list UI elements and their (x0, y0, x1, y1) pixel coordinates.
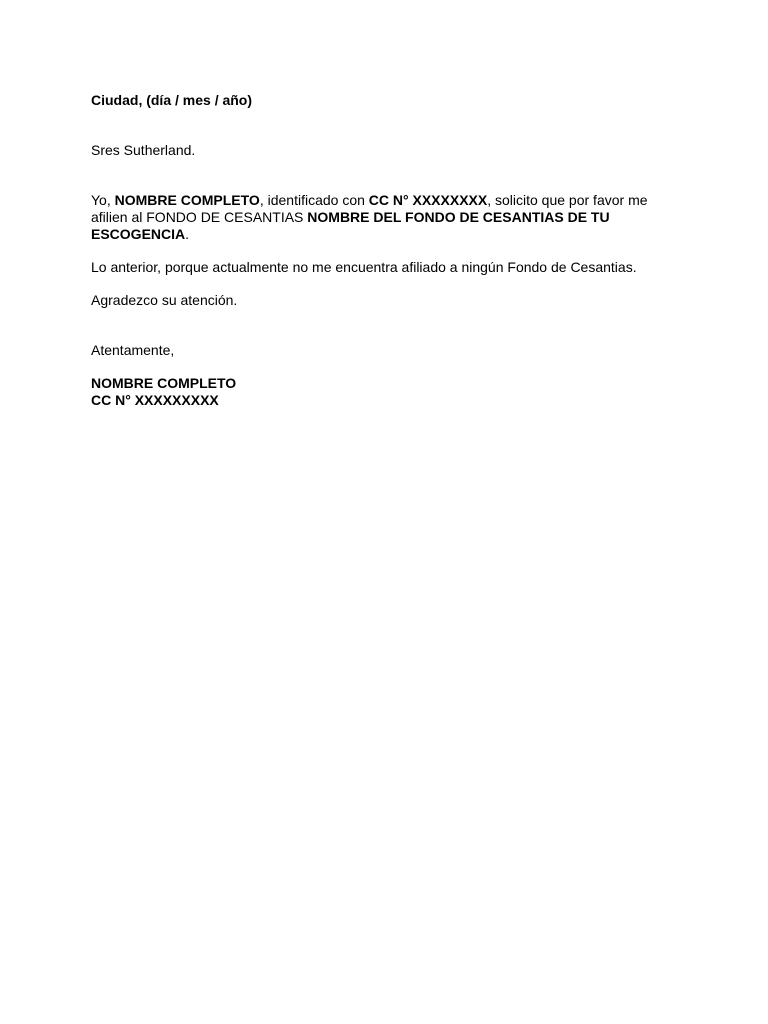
thanks-paragraph: Agradezco su atención. (91, 292, 238, 308)
request-text-2: , identificado con (259, 192, 369, 208)
signature-id (91, 392, 651, 409)
signature-name (91, 375, 651, 392)
date-line-text: Ciudad, (día / mes / año) (91, 92, 253, 108)
letter-body (91, 92, 651, 409)
request-full-name: NOMBRE COMPLETO (114, 192, 260, 208)
request-text-1: Yo, (91, 192, 115, 208)
closing: Atentamente, (91, 342, 175, 358)
request-text-4: . (185, 226, 190, 242)
reason-paragraph: Lo anterior, porque actualmente no me encuentra afiliado a ningún Fondo de Cesantias. (91, 259, 637, 275)
salutation: Sres Sutherland. (91, 142, 196, 158)
request-text-3: , solicito que por favor me afilien al FONDO DE CESANTIAS (91, 192, 648, 225)
request-paragraph (91, 192, 651, 243)
date-line (91, 92, 651, 109)
signature-id-text: CC N° XXXXXXXXX (91, 392, 219, 408)
signature-name-text: NOMBRE COMPLETO (91, 375, 237, 391)
request-id-number: CC N° XXXXXXXX (368, 192, 488, 208)
request-fund-name: NOMBRE DEL FONDO DE CESANTIAS DE TU ESCOGENCIA (91, 209, 610, 242)
